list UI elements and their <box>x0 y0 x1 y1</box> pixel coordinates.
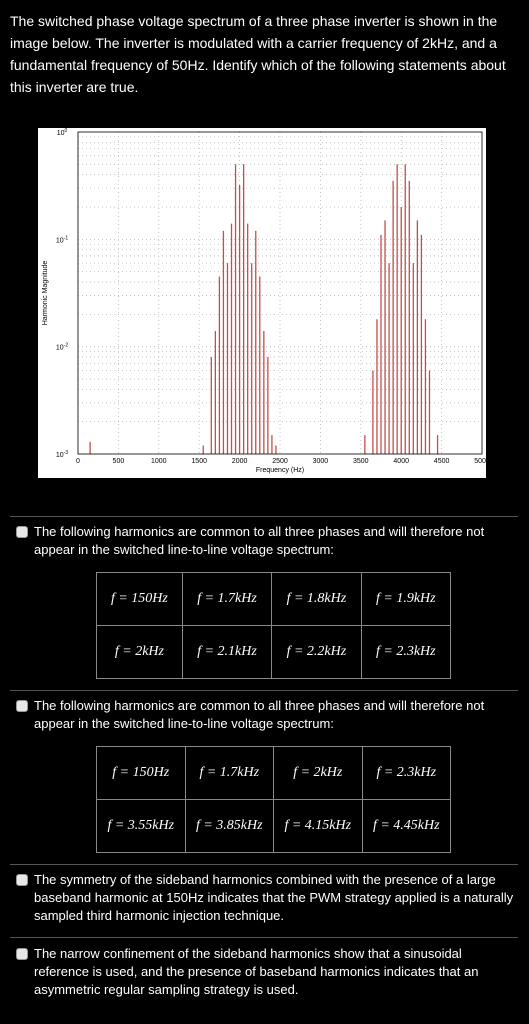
option-2-checkbox[interactable] <box>16 700 28 712</box>
option-2-text: The following harmonics are common to all three phases and will therefore not appear in the switched line-to-line voltage spectrum: <box>34 698 485 731</box>
x-tick-label: 500 <box>112 458 125 465</box>
x-tick-label: 2000 <box>231 458 248 465</box>
table-cell: f = 2.3kHz <box>361 626 450 679</box>
y-axis-label: Harmonic Magnitude <box>42 260 49 326</box>
option-1[interactable] <box>16 523 516 559</box>
table-cell: f = 3.85kHz <box>185 800 274 853</box>
option-4-text: The narrow confinement of the sideband harmonics show that a sinusoidal reference is used, and the presence of baseband harmonics indicates that an asymmetric regular sampling strategy is used. <box>34 946 479 997</box>
table-cell: f = 2kHz <box>97 626 183 679</box>
table-cell: f = 1.9kHz <box>361 573 450 626</box>
y-tick-label: $10^0$ <box>56 128 68 137</box>
x-tick-label: 2500 <box>272 458 288 465</box>
table-cell: f = 150Hz <box>97 747 186 800</box>
table-cell: f = 1.8kHz <box>272 573 361 626</box>
option-3-checkbox[interactable] <box>16 874 28 886</box>
divider <box>10 690 518 691</box>
divider <box>10 864 518 865</box>
spectrum-chart-svg <box>38 128 490 478</box>
option-1-table <box>96 572 451 679</box>
divider <box>10 516 518 517</box>
table-cell: f = 2.1kHz <box>182 626 271 679</box>
table-cell: f = 2.3kHz <box>362 747 451 800</box>
table-cell: f = 3.55kHz <box>97 800 186 853</box>
table-cell: f = 150Hz <box>97 573 183 626</box>
x-tick-label: 1500 <box>191 458 207 465</box>
table-cell: f = 4.15kHz <box>274 800 363 853</box>
option-3[interactable] <box>16 871 516 925</box>
option-1-checkbox[interactable] <box>16 526 28 538</box>
option-4[interactable] <box>16 945 516 999</box>
y-tick-label: $10^{-2}$ <box>55 342 69 352</box>
table-cell: f = 1.7kHz <box>182 573 271 626</box>
x-tick-label: 3000 <box>312 458 329 465</box>
x-tick-label: 1000 <box>151 458 167 465</box>
option-1-text: The following harmonics are common to all three phases and will therefore not appear in the switched line-to-line voltage spectrum: <box>34 524 485 557</box>
spectrum-chart <box>38 128 490 478</box>
x-tick-label: 4500 <box>433 458 450 465</box>
option-2-table <box>96 746 451 853</box>
x-tick-label: 5000 <box>474 458 490 465</box>
question-text: The switched phase voltage spectrum of a three phase inverter is shown in the image below. The inverter is modulated with a carrier frequency of 2kHz, and a fundamental frequency of 50Hz. Identify which of the following statements about this inverter are true. <box>10 13 506 95</box>
divider <box>10 937 518 938</box>
x-axis-label: Frequency (Hz) <box>255 467 305 474</box>
table-cell: f = 2.2kHz <box>272 626 361 679</box>
x-tick-label: 3500 <box>353 458 369 465</box>
y-tick-label: $10^{-3}$ <box>55 450 69 459</box>
y-tick-label: $10^{-1}$ <box>55 235 69 245</box>
table-cell: f = 4.45kHz <box>362 800 451 853</box>
option-3-text: The symmetry of the sideband harmonics combined with the presence of a large baseband harmonic at 150Hz indicates that the PWM strategy applied is a naturally sampled third harmonic injection technique. <box>34 872 514 923</box>
x-tick-label: 4000 <box>393 458 409 465</box>
option-2[interactable] <box>16 697 516 733</box>
table-cell: f = 2kHz <box>274 747 363 800</box>
x-tick-label: 0 <box>76 458 80 465</box>
option-4-checkbox[interactable] <box>16 948 28 960</box>
table-cell: f = 1.7kHz <box>185 747 274 800</box>
